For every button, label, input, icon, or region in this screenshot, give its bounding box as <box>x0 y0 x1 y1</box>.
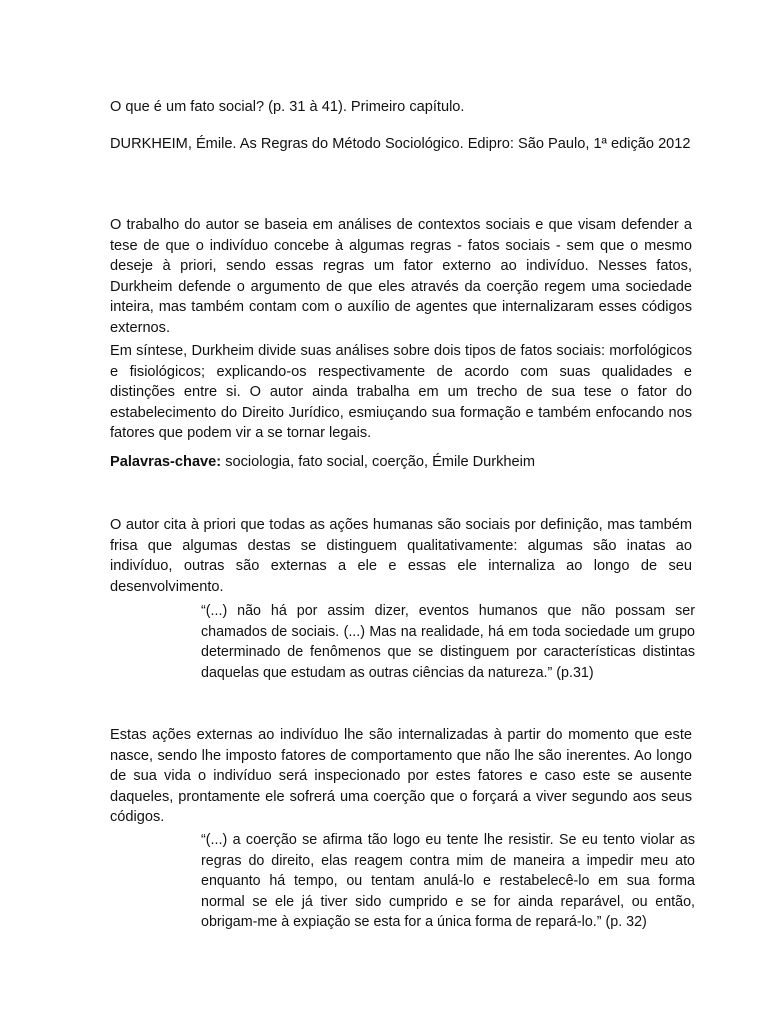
keywords-line <box>110 452 692 473</box>
body-paragraph-4: Estas ações externas ao indivíduo lhe são internalizadas à partir do momento que este nasce, sendo lhe imposto fatores de comportamento que não lhe são inerentes. Ao longo de sua vida o indivíduo será inspecionado por estes fatores e caso este se ausente daqueles, prontamente ele sofrerá uma coerção que o forçará a viver segundo aos seus códigos. <box>110 727 692 825</box>
question-line: O que é um fato social? (p. 31 à 41). Primeiro capítulo. <box>110 99 465 115</box>
keywords-label: Palavras-chave: <box>110 454 222 470</box>
block-quote-2: “(...) a coerção se afirma tão logo eu tente lhe resistir. Se eu tento violar as regras do direito, elas reagem contra mim de maneira a impedir meu ato enquanto há tempo, ou tentam anulá-lo e restabelecê-lo em sua forma normal se ele já tiver sido cumprido e se for ainda reparável, ou então, obrigam-me à expiação se esta for a única forma de repará-lo.” (p. 32) <box>201 832 695 930</box>
summary-paragraph-2: Em síntese, Durkheim divide suas análises sobre dois tipos de fatos sociais: morfológicos e fisiológicos; explicando-os respectivamente de acordo com suas qualidades e distinções entre si. O autor ainda trabalha em um trecho de sua tese o fator do estabelecimento do Direito Jurídico, esmiuçando sua formação e também enfocando nos fatores que podem vir a se tornar legais. <box>110 343 692 441</box>
bibliographic-reference: DURKHEIM, Émile. As Regras do Método Sociológico. Edipro: São Paulo, 1ª edição 2012 <box>110 136 691 152</box>
summary-paragraph-1: O trabalho do autor se baseia em análises de contextos sociais e que visam defender a tese de que o indivíduo concebe à algumas regras - fatos sociais - sem que o mesmo deseje à priori, sendo essas regras um fator externo ao indivíduo. Nesses fatos, Durkheim defende o argumento de que eles através da coerção regem uma sociedade inteira, mas também contam com o auxílio de agentes que internalizaram esses códigos externos. <box>110 217 692 336</box>
block-quote-1: “(...) não há por assim dizer, eventos humanos que não possam ser chamados de sociais. (...) Mas na realidade, há em toda sociedade um grupo determinado de fenômenos que se distinguem por características distintas daquelas que estudam as outras ciências da natureza.” (p.31) <box>201 603 695 681</box>
body-paragraph-3: O autor cita à priori que todas as ações humanas são sociais por definição, mas também frisa que algumas destas se distinguem qualitativamente: algumas são inatas ao indivíduo, outras são externas a ele e essas ele internaliza ao longo de seu desenvolvimento. <box>110 517 692 595</box>
keywords-text: sociologia, fato social, coerção, Émile Durkheim <box>221 454 536 470</box>
